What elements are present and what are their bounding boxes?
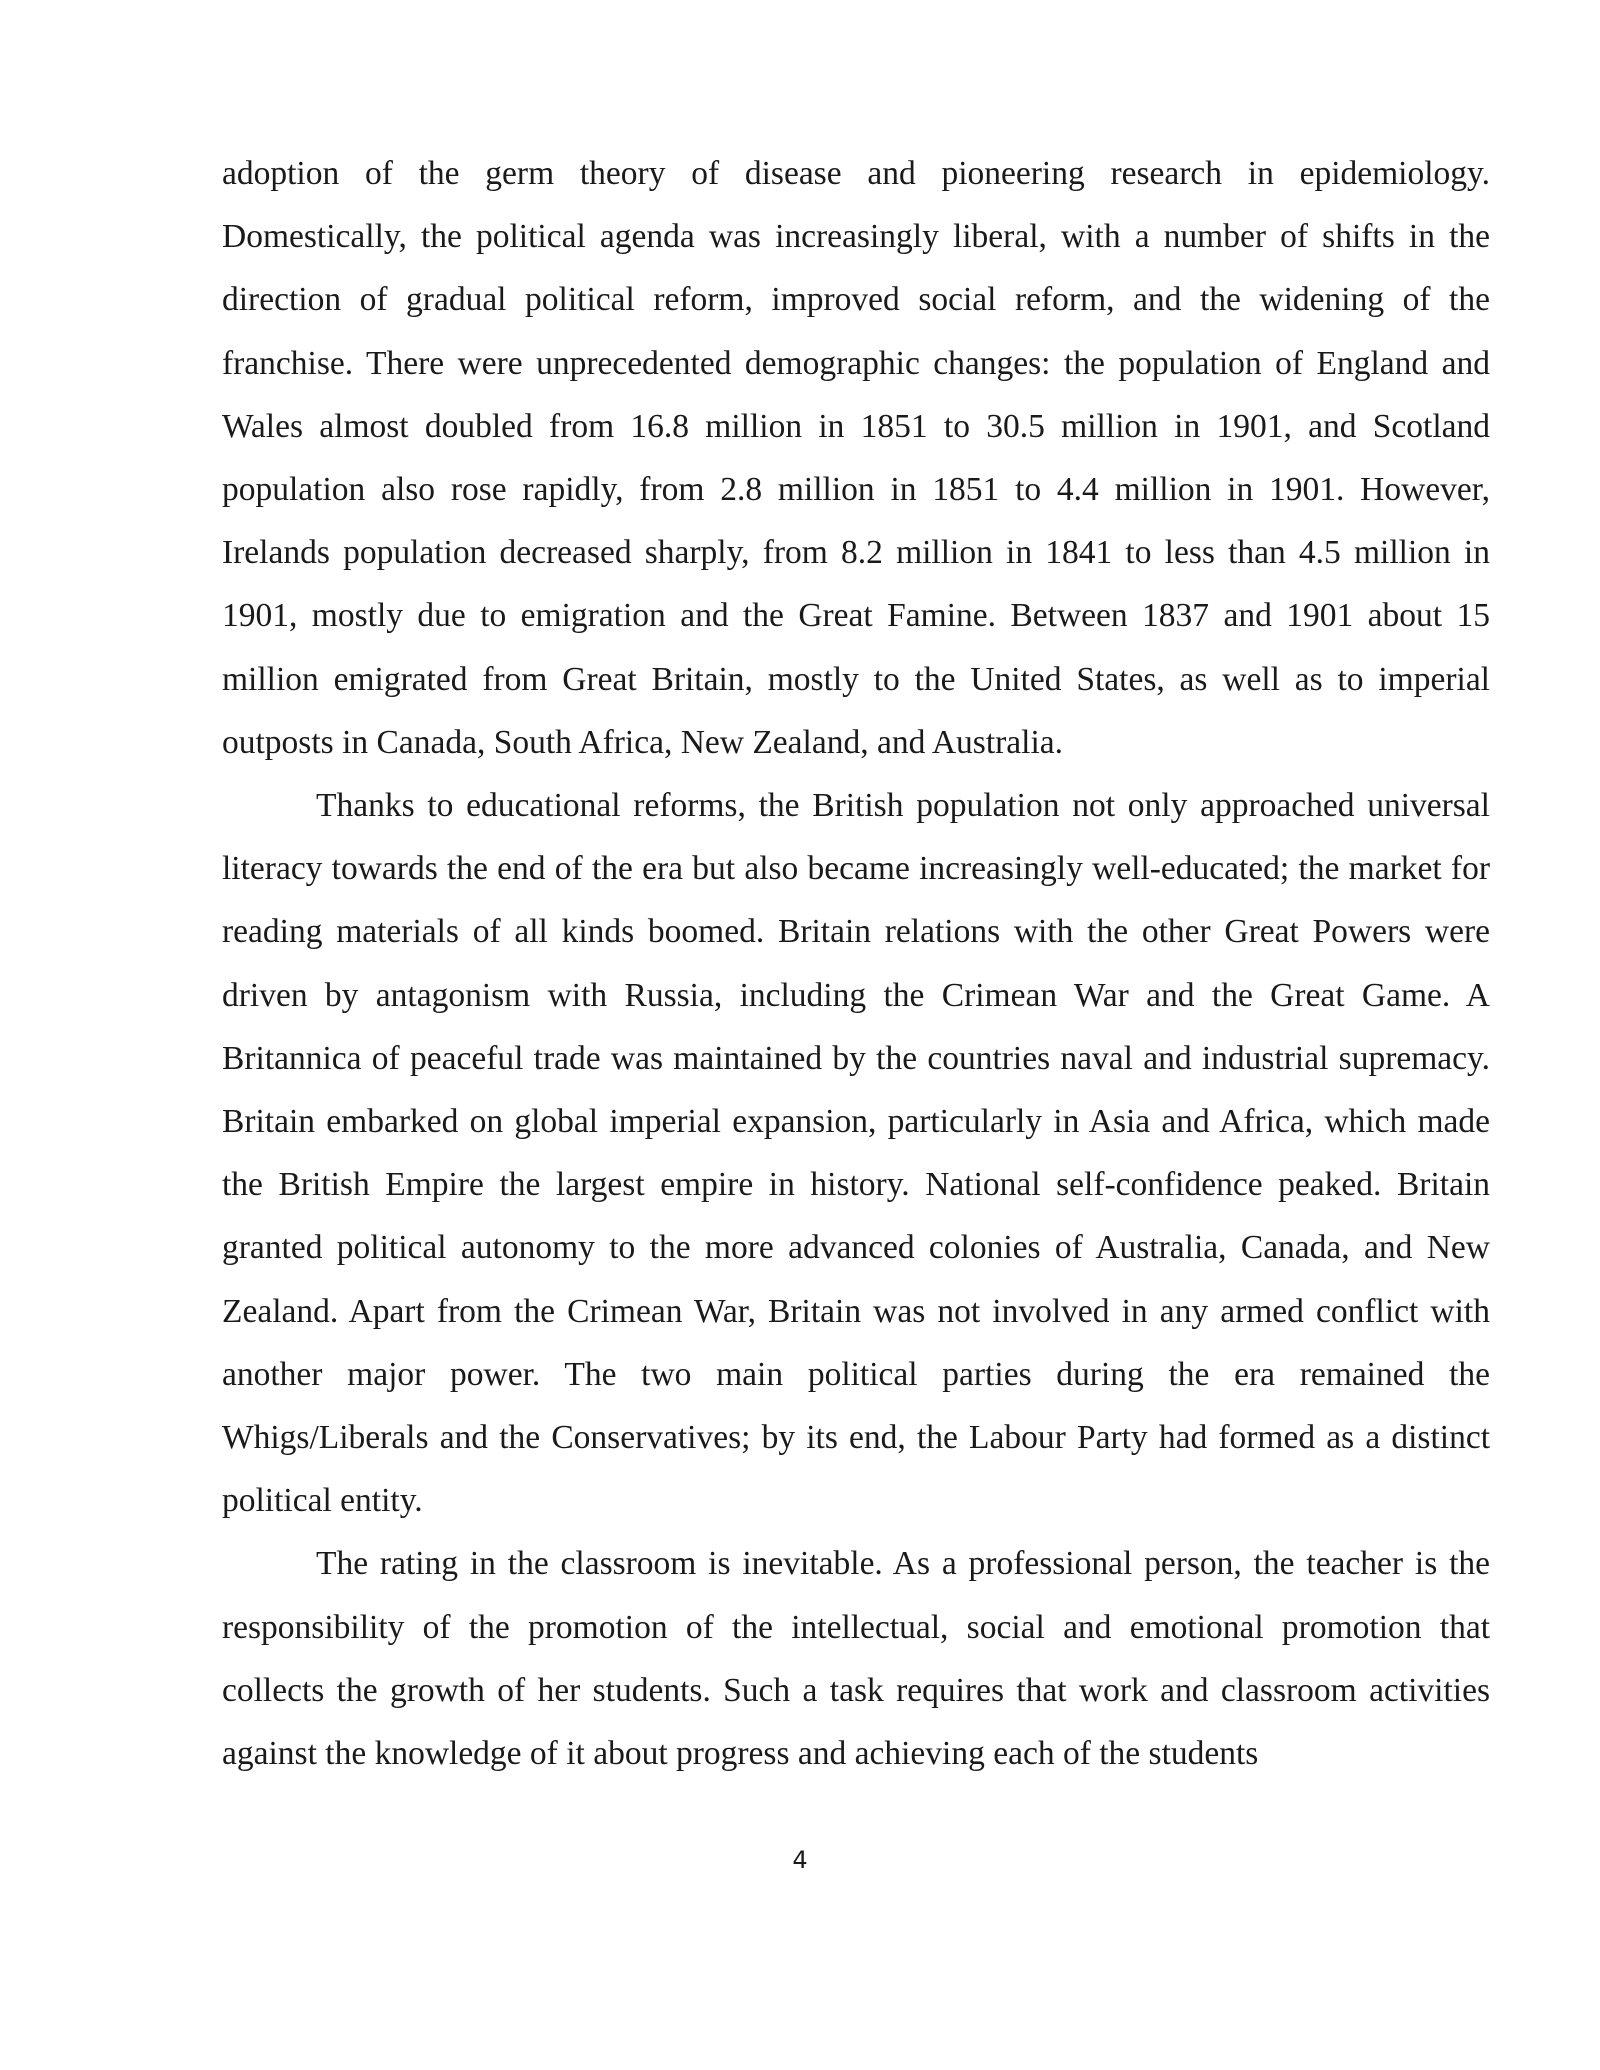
- paragraph-3: The rating in the classroom is inevitable. As a professional person, the teacher is the responsibility of the promotion of the intellectual, social and emotional promotion that collects the growth of her students. Such a task requires that work and classroom activities against the knowledge of it about progress and achieving each of the students: [222, 1545, 1490, 1773]
- paragraph-1: adoption of the germ theory of disease and pioneering research in epidemiology. Domestically, the political agenda was increasingly liberal, with a number of shifts in the direction of gradual political reform, improved social reform, and the widening of the franchise. There were unprecedented demographic changes: the population of England and Wales almost doubled from 16.8 million in 1851 to 30.5 million in 1901, and Scotland population also rose rapidly, from 2.8 million in 1851 to 4.4 million in 1901. However, Irelands population decreased sharply, from 8.2 million in 1841 to less than 4.5 million in 1901, mostly due to emigration and the Great Famine. Between 1837 and 1901 about 15 million emigrated from Great Britain, mostly to the United States, as well as to imperial outposts in Canada, South Africa, New Zealand, and Australia.: [222, 155, 1490, 761]
- page-number: 4: [792, 1846, 808, 1874]
- paragraph-2: Thanks to educational reforms, the British population not only approached universal literacy towards the end of the era but also became increasingly well-educated; the market for reading materials of all kinds boomed. Britain relations with the other Great Powers were driven by antagonism with Russia, including the Crimean War and the Great Game. A Britannica of peaceful trade was maintained by the countries naval and industrial supremacy. Britain embarked on global imperial expansion, particularly in Asia and Africa, which made the British Empire the largest empire in history. National self-confidence peaked. Britain granted political autonomy to the more advanced colonies of Australia, Canada, and New Zealand. Apart from the Crimean War, Britain was not involved in any armed conflict with another major power. The two main political parties during the era remained the Whigs/Liberals and the Conservatives; by its end, the Labour Party had formed as a distinct political entity.: [222, 787, 1490, 1520]
- body-text: [222, 142, 1490, 1785]
